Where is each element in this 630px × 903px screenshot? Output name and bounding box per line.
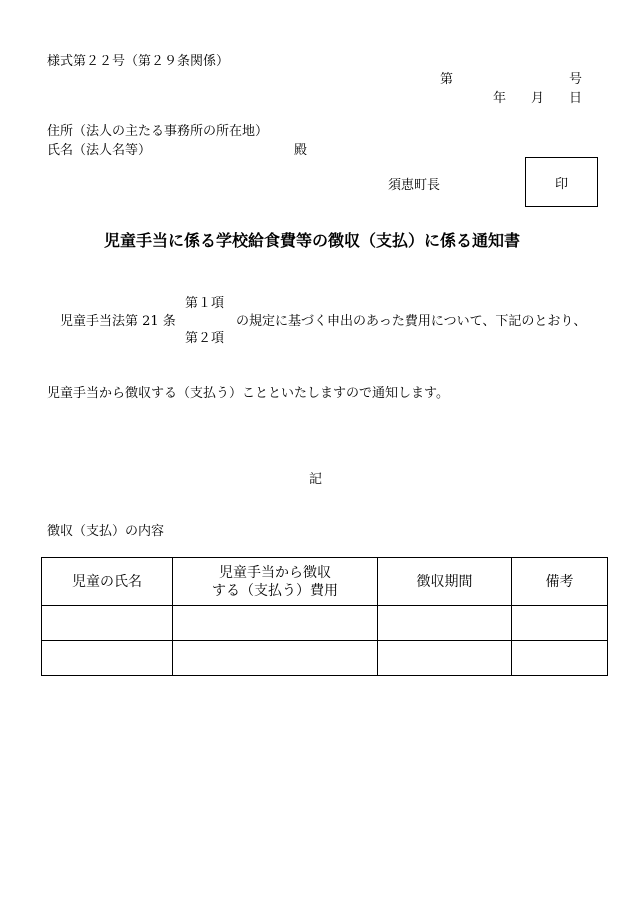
cell-child-name: [42, 641, 173, 676]
clause-1: 第１項: [185, 296, 225, 311]
cell-child-name: [42, 606, 173, 641]
form-number: 様式第２２号（第２９条関係）: [47, 54, 230, 69]
cell-cost: [173, 606, 378, 641]
date-day: 日: [569, 91, 583, 106]
body-text-1: の規定に基づく申出のあった費用について、下記のとおり、: [236, 314, 587, 329]
recipient-name-label: 氏名（法人名等）: [47, 143, 152, 158]
stamp-label: 印: [554, 176, 568, 192]
section-label: 徴収（支払）の内容: [47, 524, 165, 539]
header-remarks: 備考: [512, 558, 608, 606]
clause-2: 第２項: [185, 331, 225, 346]
law-reference: 児童手当法第 21 条: [60, 314, 176, 329]
cell-period: [378, 641, 512, 676]
cell-cost: [173, 641, 378, 676]
header-child-name: 児童の氏名: [42, 558, 173, 606]
header-cost: [173, 558, 378, 606]
header-cost-line-2: する（支払う）費用: [212, 582, 338, 599]
table-header-row: [42, 558, 608, 606]
header-cost-line-1: 児童手当から徴収: [219, 564, 331, 581]
stamp-box: [525, 157, 598, 207]
body-text-2: 児童手当から徴収する（支払う）ことといたしますので通知します。: [47, 386, 449, 401]
cell-period: [378, 606, 512, 641]
cell-remarks: [512, 641, 608, 676]
doc-number-prefix: 第: [440, 72, 454, 87]
document-title: 児童手当に係る学校給食費等の徴収（支払）に係る通知書: [104, 231, 521, 250]
date-month: 月: [531, 91, 545, 106]
table-row: [42, 606, 608, 641]
content-table: [41, 557, 608, 676]
recipient-honorific: 殿: [294, 143, 308, 158]
doc-number-suffix: 号: [569, 72, 583, 87]
cell-remarks: [512, 606, 608, 641]
ki-marker: 記: [309, 472, 323, 487]
table-row: [42, 641, 608, 676]
recipient-address-label: 住所（法人の主たる事務所の所在地）: [47, 124, 269, 139]
date-year: 年: [493, 91, 507, 106]
header-period: 徴収期間: [378, 558, 512, 606]
issuer-title: 須恵町長: [388, 178, 441, 193]
